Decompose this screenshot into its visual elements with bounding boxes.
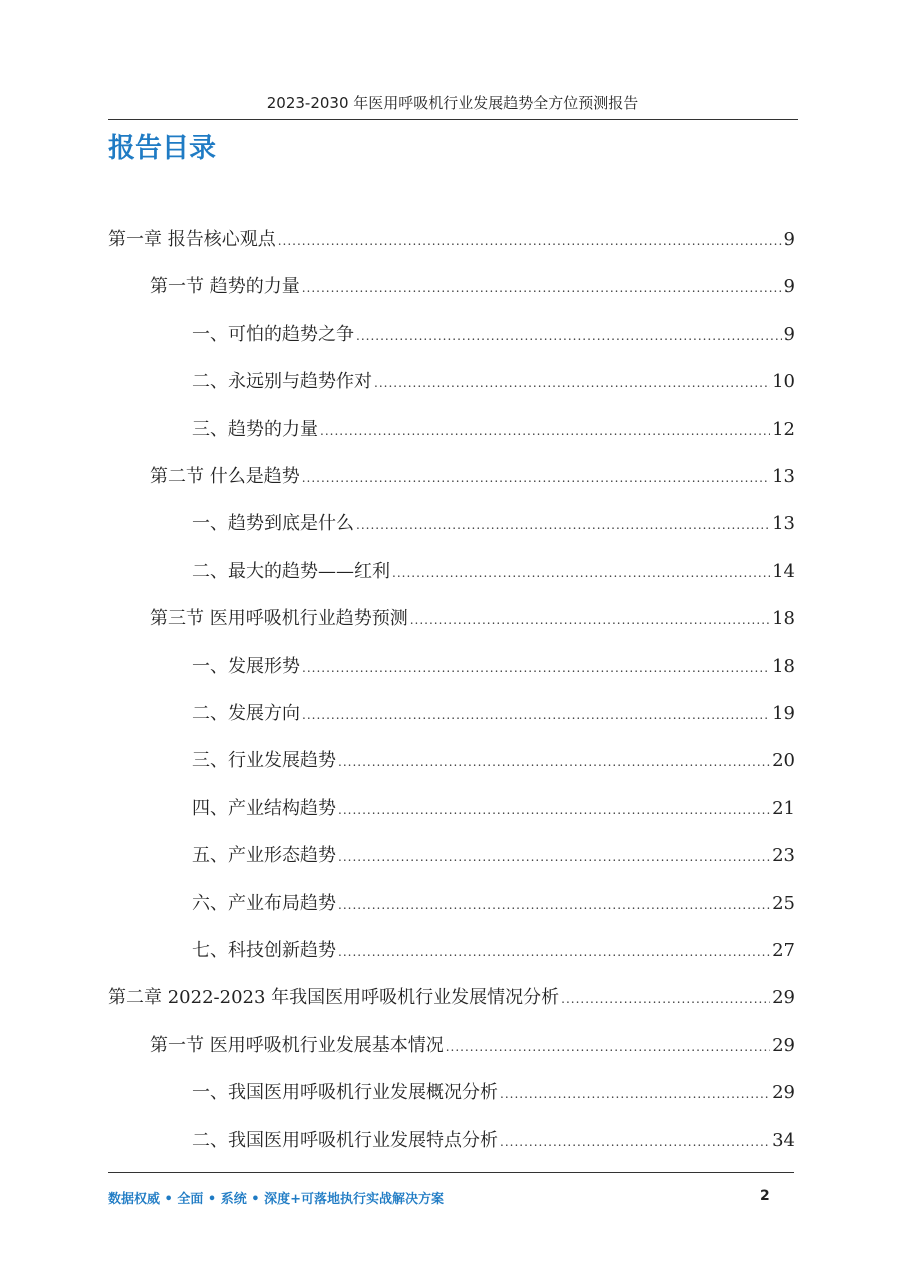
toc-entry[interactable] [192,560,795,584]
toc-entry-page: 21 [772,798,795,819]
toc-entry[interactable] [150,607,795,631]
footer-divider [108,1172,794,1173]
toc-entry[interactable] [108,228,795,252]
toc-leader-dots [302,656,770,680]
toc-entry[interactable] [150,1034,795,1058]
toc-entry[interactable] [150,275,795,299]
toc-entry-label: 第三节 医用呼吸机行业趋势预测 [150,608,408,629]
toc-leader-dots [446,1035,770,1059]
toc-leader-dots [500,1130,770,1154]
toc-entry-page: 29 [772,987,795,1008]
toc-entry-label: 二、永远别与趋势作对 [192,371,372,392]
toc-entry-label: 二、最大的趋势——红利 [192,561,390,582]
toc-entry-page: 14 [772,561,795,582]
toc-entry-label: 一、可怕的趋势之争 [192,324,354,345]
toc-entry[interactable] [192,418,795,442]
toc-entry[interactable] [108,986,795,1010]
toc-entry-page: 10 [772,371,795,392]
toc-leader-dots [338,845,770,869]
header-title: 2023-2030 年医用呼吸机行业发展趋势全方位预测报告 [266,94,639,112]
toc-entry-label: 第二章 2022-2023 年我国医用呼吸机行业发展情况分析 [108,987,560,1008]
toc-entry-page: 20 [772,750,795,771]
toc-entry-page: 19 [772,703,795,724]
page-number: 2 [760,1188,770,1204]
toc-entry[interactable] [192,1129,795,1153]
toc-entry-label: 三、趋势的力量 [192,419,318,440]
toc-entry[interactable] [192,702,795,726]
toc-entry-label: 一、趋势到底是什么 [192,513,354,534]
toc-entry-label: 第一节 趋势的力量 [150,276,300,297]
toc-entry[interactable] [192,323,795,347]
toc-leader-dots [392,561,770,585]
toc-entry-page: 25 [772,893,795,914]
toc-leader-dots [356,324,782,348]
toc-leader-dots [374,371,770,395]
header-divider [108,119,798,120]
toc-entry[interactable] [150,465,795,489]
toc-entry-label: 六、产业布局趋势 [192,893,336,914]
toc-entry[interactable] [192,844,795,868]
toc-leader-dots [410,608,770,632]
toc-entry-label: 四、产业结构趋势 [192,798,336,819]
toc-entry[interactable] [192,370,795,394]
toc-entry[interactable] [192,512,795,536]
toc-entry-page: 29 [772,1082,795,1103]
toc-leader-dots [302,276,782,300]
toc-leader-dots [302,703,770,727]
toc-entry[interactable] [192,939,795,963]
toc-entry[interactable] [192,749,795,773]
toc-entry-label: 二、发展方向 [192,703,300,724]
toc-entry-page: 9 [783,276,795,297]
toc-entry-label: 七、科技创新趋势 [192,940,336,961]
toc-entry-label: 二、我国医用呼吸机行业发展特点分析 [192,1130,498,1151]
toc-entry-label: 一、我国医用呼吸机行业发展概况分析 [192,1082,498,1103]
toc-leader-dots [338,750,770,774]
toc-leader-dots [338,940,770,964]
toc-entry[interactable] [192,655,795,679]
toc-leader-dots [561,987,770,1011]
toc-entry-page: 9 [783,229,795,250]
toc-entry-page: 13 [772,513,795,534]
toc-title: 报告目录 [108,133,216,164]
toc-entry-page: 27 [772,940,795,961]
toc-entry-page: 12 [772,419,795,440]
toc-entry-label: 第一章 报告核心观点 [108,229,276,250]
toc-entry-page: 13 [772,466,795,487]
toc-entry-page: 29 [772,1035,795,1056]
toc-entry-page: 18 [772,608,795,629]
toc-leader-dots [356,513,770,537]
toc-leader-dots [320,419,770,443]
toc-leader-dots [302,466,770,490]
toc-entry-label: 第二节 什么是趋势 [150,466,300,487]
toc-entry-page: 18 [772,656,795,677]
footer-slogan: 数据权威 • 全面 • 系统 • 深度+可落地执行实战解决方案 [108,1192,444,1207]
toc-entry-label: 第一节 医用呼吸机行业发展基本情况 [150,1035,444,1056]
toc-entry[interactable] [192,797,795,821]
toc-leader-dots [338,798,770,822]
toc-entry-label: 三、行业发展趋势 [192,750,336,771]
toc-entry[interactable] [192,892,795,916]
toc-leader-dots [278,229,782,253]
toc-entry-page: 34 [772,1130,795,1151]
toc-leader-dots [338,893,770,917]
toc-leader-dots [500,1082,770,1106]
toc-entry-page: 23 [772,845,795,866]
toc-entry-label: 五、产业形态趋势 [192,845,336,866]
toc-entry-page: 9 [783,324,795,345]
toc-entry-label: 一、发展形势 [192,656,300,677]
toc-entry[interactable] [192,1081,795,1105]
